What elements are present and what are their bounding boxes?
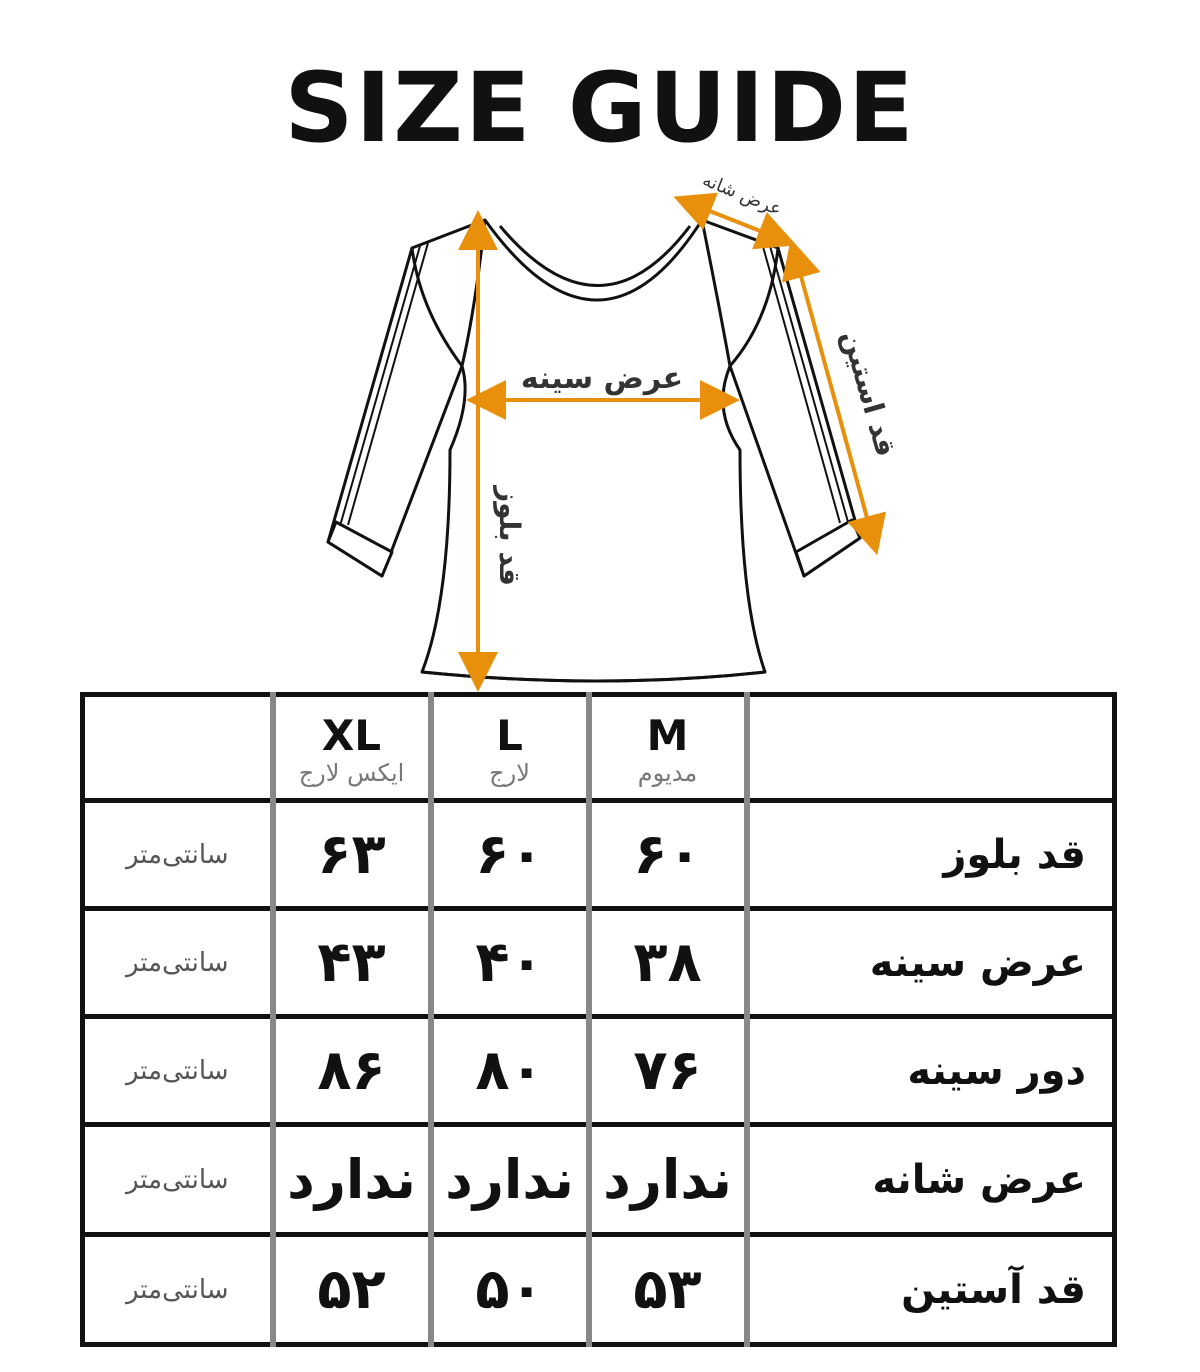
header-label-cell [747, 695, 1115, 801]
table-row [83, 1235, 1115, 1345]
value-l: ۶۰ [475, 822, 544, 887]
size-header-l [431, 695, 589, 801]
blouse-diagram [300, 169, 920, 700]
value-l: ۵۰ [475, 1257, 544, 1322]
size-header-m [589, 695, 747, 801]
blouse-illustration [300, 169, 920, 700]
value-xl: ندارد [287, 1148, 416, 1211]
value-m: ۳۸ [633, 930, 702, 995]
row-label: قد بلوز [747, 801, 1115, 909]
table-row [83, 1017, 1115, 1125]
size-table [80, 692, 1117, 1347]
value-l: ۸۰ [475, 1038, 544, 1103]
size-code: M [646, 710, 689, 760]
page-title: SIZE GUIDE [284, 52, 916, 164]
value-m: ۶۰ [633, 822, 702, 887]
row-label: دور سینه [747, 1017, 1115, 1125]
row-label: قد آستین [747, 1235, 1115, 1345]
value-l: ندارد [445, 1148, 574, 1211]
table-row [83, 801, 1115, 909]
label-blouse-length: قد بلوز [493, 486, 526, 586]
value-m: ۷۶ [633, 1038, 702, 1103]
size-name: مدیوم [637, 758, 698, 787]
value-xl: ۸۶ [317, 1038, 386, 1103]
label-shoulder-width: عرض شانه [699, 169, 785, 221]
size-header-xl [273, 695, 431, 801]
unit-label: سانتی‌متر [125, 1164, 229, 1195]
table-row [83, 909, 1115, 1017]
unit-label: سانتی‌متر [125, 1055, 229, 1086]
unit-label: سانتی‌متر [125, 839, 229, 870]
value-m: ندارد [603, 1148, 732, 1211]
row-label: عرض شانه [747, 1125, 1115, 1235]
value-m: ۵۳ [633, 1257, 702, 1322]
table-header-row [83, 695, 1115, 801]
unit-label: سانتی‌متر [125, 947, 229, 978]
size-code: XL [321, 710, 382, 760]
value-xl: ۴۳ [317, 930, 386, 995]
size-name: لارج [489, 758, 530, 787]
unit-label: سانتی‌متر [125, 1274, 229, 1305]
label-chest-width: عرض سینه [520, 361, 684, 396]
label-sleeve-length: قد استین [835, 326, 903, 461]
value-l: ۴۰ [475, 930, 544, 995]
size-name: ایکس لارج [298, 758, 405, 787]
value-xl: ۶۳ [317, 822, 386, 887]
header-unit-cell [83, 695, 273, 801]
row-label: عرض سینه [747, 909, 1115, 1017]
table-row [83, 1125, 1115, 1235]
value-xl: ۵۲ [317, 1257, 386, 1322]
size-code: L [496, 710, 523, 760]
